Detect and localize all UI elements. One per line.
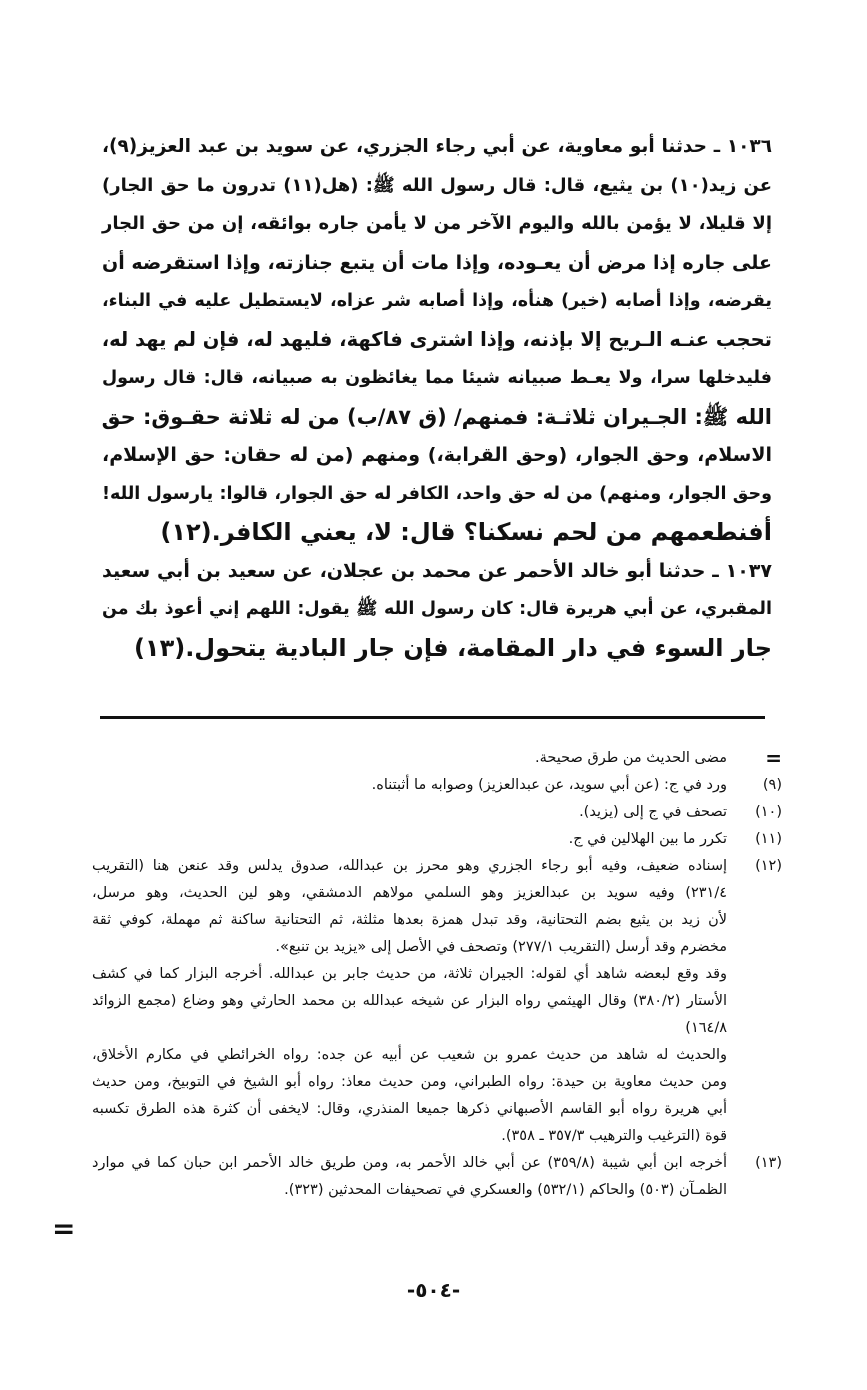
main-line: على جاره إذا مرض أن يعـوده، وإذا مات أن يتبع جنازته، وإذا استقرضه أن bbox=[101, 251, 772, 274]
footnote-line: مخضرم وقد أرسل (التقريب ٢٧٧/١) وتصحف في الأصل إلى «يزيد بن تنبع». bbox=[275, 939, 727, 955]
footnote-10 bbox=[92, 799, 782, 826]
footnote-text: مضى الحديث من طرق صحيحة. bbox=[535, 750, 727, 766]
main-line: جار السوء في دار المقامة، فإن جار البادية يتحول.(١٣) bbox=[133, 633, 772, 662]
footnote-line: الأستار (٣٨٠/٢) وقال الهيثمي رواه البزار عن شيخه عبدالله بن محمد الحارثي وهو وضاع (مجمع الزوائد bbox=[92, 993, 727, 1009]
footnote-line: أخرجه ابن أبي شيبة (٣٥٩/٨) عن أبي خالد الأحمر به، ومن طريق خالد الأحمر ابن حبان كما في موارد bbox=[92, 1155, 727, 1171]
footnote-text: تصحف في ج إلى (يزيد). bbox=[579, 804, 727, 820]
footnote-9 bbox=[92, 772, 782, 799]
footnote-line: وقد وقع لبعضه شاهد أي لقوله: الجيران ثلاثة، من حديث جابر بن عبدالله. أخرجه البزار كما في كشف bbox=[92, 966, 727, 982]
footnote-11 bbox=[92, 826, 782, 853]
main-line: المقبري، عن أبي هريرة قال: كان رسول الله ﷺ يقول: اللهم إني أعوذ بك من bbox=[102, 599, 772, 619]
footnote-line: والحديث له شاهد من حديث عمرو بن شعيب عن أبيه عن جده: رواه الخرائطي في مكارم الأخلاق، bbox=[92, 1047, 727, 1063]
main-text bbox=[102, 128, 772, 667]
main-line: عن زيد(١٠) بن يثيع، قال: قال رسول الله ﷺ: (هل(١١) تدرون ما حق الجار) bbox=[102, 174, 773, 196]
continuation-marker: = bbox=[52, 1212, 76, 1245]
footnote-12-paragraph-3 bbox=[92, 1042, 782, 1150]
footnotes bbox=[92, 745, 782, 1204]
footnote-line: الظمـآن (٥٠٣) والحاكم (٥٣٢/١) والعسكري في تصحيفات المحدثين (٣٢٣). bbox=[284, 1182, 727, 1198]
main-line: تحجب عنـه الـريح إلا بإذنه، وإذا اشترى فاكهة، فليهد له، فإن لم يهد له، bbox=[101, 327, 772, 351]
main-line: وحق الجوار، ومنهم) من له حق واحد، الكافر له حق الجوار، قالوا: يارسول الله! bbox=[102, 483, 772, 504]
main-line: إلا قليلا، لا يؤمن بالله واليوم الآخر من لا يأمن جاره بوائقه، إن من حق الجار bbox=[102, 213, 772, 234]
footnote-number: (١١) bbox=[755, 831, 782, 847]
footnote-13 bbox=[92, 1150, 782, 1204]
footnote-number: (١٠) bbox=[755, 804, 782, 820]
footnote-text: تكرر ما بين الهلالين في ج. bbox=[568, 831, 727, 847]
main-line: الله ﷺ: الجـيران ثلاثـة: فمنهم/ (ق ٨٧/ب) من له ثلاثة حقـوق: حق bbox=[101, 404, 772, 429]
main-line: ١٠٣٦ ـ حدثنا أبو معاوية، عن أبي رجاء الجزري، عن سويد بن عبد العزيز(٩)، bbox=[102, 136, 772, 157]
main-line: يقرضه، وإذا أصابه (خير) هنأه، وإذا أصابه شر عزاه، لايستطيل عليه في البناء، bbox=[102, 291, 772, 311]
footnote-line: إسناده ضعيف، وفيه أبو رجاء الجزري وهو محرز بن عبدالله، صدوق يدلس وقد عنعن هنا (التقريب bbox=[92, 858, 727, 874]
footnote-number: (١٢) bbox=[755, 858, 782, 874]
footnote-12-paragraph-2 bbox=[92, 961, 782, 1042]
footnote-continuation bbox=[92, 745, 782, 772]
footnote-12 bbox=[92, 853, 782, 961]
main-line: الاسلام، وحق الجوار، (وحق القرابة،) ومنهم (من له حقان: حق الإسلام، bbox=[102, 444, 772, 466]
footnote-number: (٩) bbox=[762, 777, 782, 793]
page-number: -٥٠٤- bbox=[406, 1278, 461, 1302]
footnote-line: ومن حديث معاوية بن حيدة: رواه الطبراني، ومن حديث معاذ: رواه أبو الشيخ في التوبيخ، ومن حديث bbox=[92, 1074, 727, 1090]
footnote-line: لأن زيد بن يثيع بضم التحتانية، وقد تبدل همزة بعدها مثلثة، ثم التحتانية ساكنة ثم مهملة، كوفي ثقة bbox=[92, 912, 727, 928]
footnote-line: قوة (الترغيب والترهيب ٣٥٧/٣ ـ ٣٥٨). bbox=[501, 1128, 727, 1144]
footnote-text: ورد في ج: (عن أبي سويد، عن عبدالعزيز) وصوابه ما أثبتناه. bbox=[371, 777, 727, 793]
main-line: فليدخلها سرا، ولا يعـط صبيانه شيئا مما يغائظون به صبيانه، قال: قال رسول bbox=[102, 368, 772, 388]
main-line: ١٠٣٧ ـ حدثنا أبو خالد الأحمر عن محمد بن عجلان، عن سعيد بن أبي سعيد bbox=[102, 559, 772, 582]
footnote-line: ٢٣١/٤) وفيه سويد بن عبدالعزيز وهو السلمي مولاهم الدمشقي، وهو لين الحديث، وهو مرسل، bbox=[92, 885, 727, 901]
continuation-mark: = bbox=[765, 746, 782, 770]
footnote-separator bbox=[100, 716, 765, 719]
main-line: أفنطعمهم من لحم نسكنا؟ قال: لا، يعني الكافر.(١٢) bbox=[160, 518, 772, 546]
footnote-number: (١٣) bbox=[755, 1155, 782, 1171]
footnote-line: أبي هريرة رواه أبو القاسم الأصبهاني ذكرها جميعا المنذري، وقال: لايخفى أن كثرة هذه الطرق تكسبه bbox=[92, 1101, 727, 1117]
footnote-line: ١٦٤/٨) bbox=[685, 1020, 727, 1036]
